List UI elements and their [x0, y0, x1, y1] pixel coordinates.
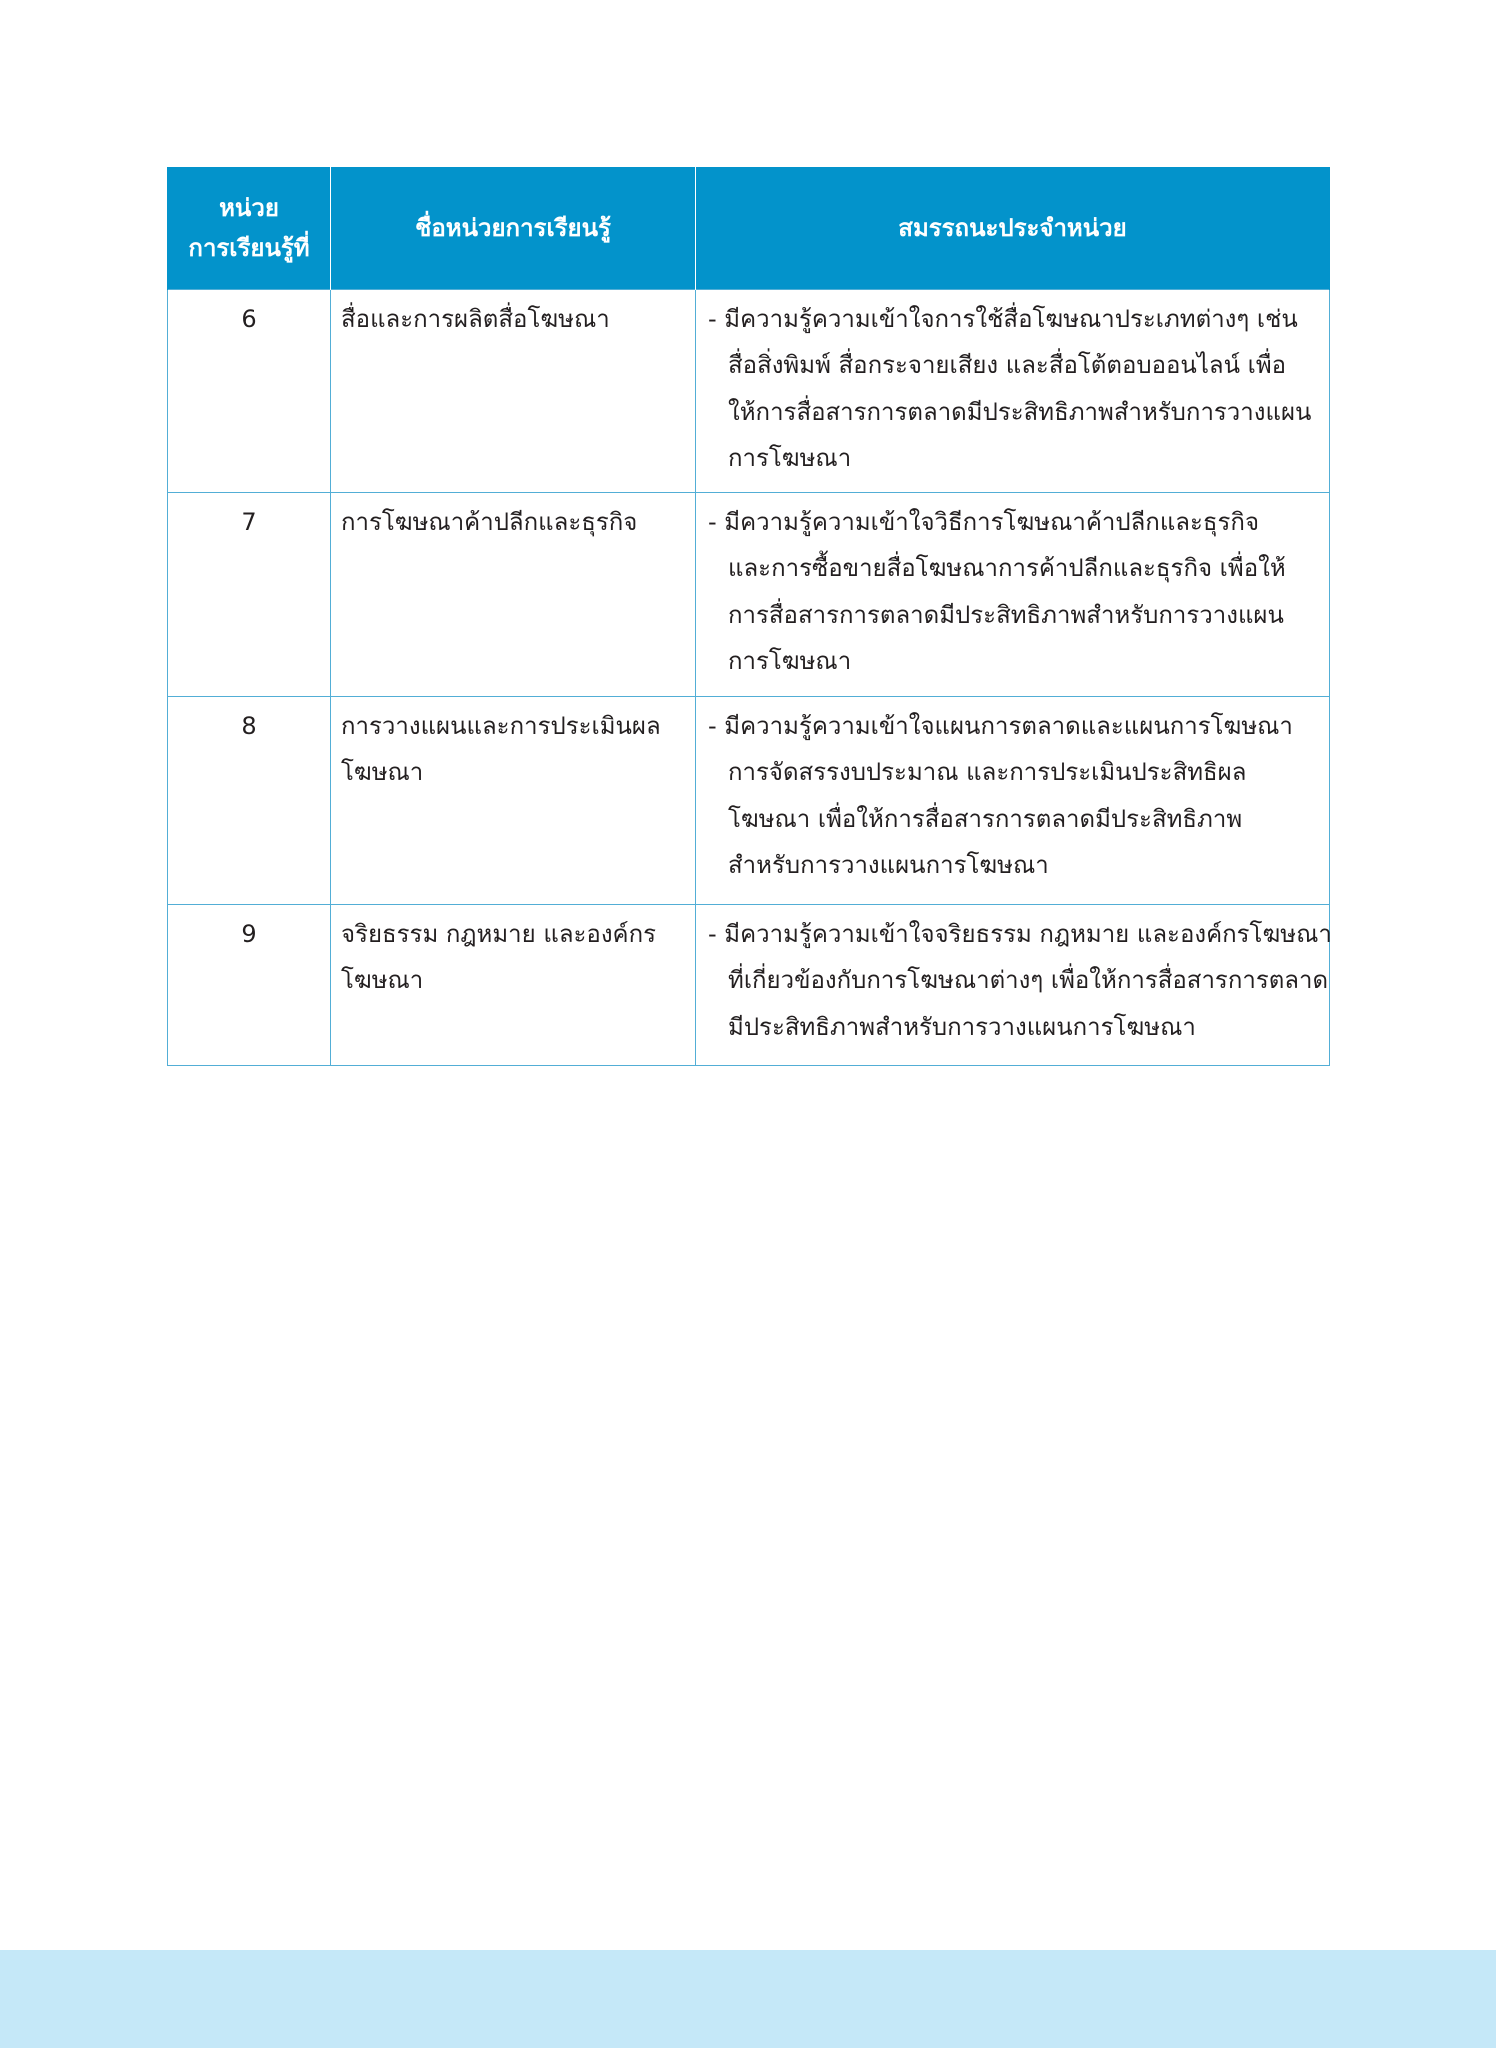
- unit-name-line: สื่อและการผลิตสื่อโฆษณา: [341, 304, 610, 333]
- unit-name-line: โฆษณา: [341, 758, 424, 786]
- unit-name-cell: [331, 492, 696, 696]
- table-header-row: [168, 167, 1330, 289]
- table-row: [168, 492, 1330, 696]
- unit-name-line: จริยธรรม กฎหมาย และองค์กร: [341, 919, 657, 948]
- unit-number-cell: 8: [168, 696, 331, 904]
- header-unit-number-line2: การเรียนรู้ที่: [188, 233, 310, 262]
- table-row: [168, 289, 1330, 492]
- learning-units-table: [167, 167, 1330, 1066]
- unit-name-cell: [331, 904, 696, 1065]
- competency-line: การโฆษณา: [728, 647, 852, 675]
- competency-line: - มีความรู้ความเข้าใจการใช้สื่อโฆษณาประเภทต่างๆ เช่น: [708, 304, 1298, 333]
- table-row: [168, 904, 1330, 1065]
- competency-line: มีประสิทธิภาพสำหรับการวางแผนการโฆษณา: [728, 1012, 1196, 1041]
- competency-line: การจัดสรรงบประมาณ และการประเมินประสิทธิผล: [728, 758, 1247, 786]
- competency-cell: [696, 696, 1330, 904]
- competency-line: และการซื้อขายสื่อโฆษณาการค้าปลีกและธุรกิจ เพื่อให้: [728, 554, 1286, 582]
- competency-cell: [696, 904, 1330, 1065]
- competency-line: สำหรับการวางแผนการโฆษณา: [728, 851, 1049, 879]
- competency-line: - มีความรู้ความเข้าใจแผนการตลาดและแผนการโฆษณา: [708, 711, 1293, 740]
- header-unit-number: [168, 167, 331, 289]
- competency-cell: [696, 289, 1330, 492]
- footer-band: [0, 1950, 1496, 2048]
- header-unit-number-line1: หน่วย: [219, 193, 279, 222]
- competency-line: สื่อสิ่งพิมพ์ สื่อกระจายเสียง และสื่อโต้ตอบออนไลน์ เพื่อ: [728, 351, 1287, 379]
- competency-line: การสื่อสารการตลาดมีประสิทธิภาพสำหรับการวางแผน: [728, 600, 1284, 629]
- competency-line: โฆษณา เพื่อให้การสื่อสารการตลาดมีประสิทธิภาพ: [728, 804, 1243, 833]
- unit-name-cell: [331, 289, 696, 492]
- unit-name-line: การวางแผนและการประเมินผล: [341, 711, 661, 740]
- unit-name-line: การโฆษณาค้าปลีกและธุรกิจ: [341, 507, 638, 536]
- header-competency: สมรรถนะประจำหน่วย: [696, 167, 1330, 289]
- header-unit-name: ชื่อหน่วยการเรียนรู้: [331, 167, 696, 289]
- competency-line: การโฆษณา: [728, 444, 852, 472]
- unit-number-cell: 9: [168, 904, 331, 1065]
- competency-cell: [696, 492, 1330, 696]
- competency-line: - มีความรู้ความเข้าใจวิธีการโฆษณาค้าปลีกและธุรกิจ: [708, 507, 1260, 536]
- table-body: [168, 289, 1330, 1065]
- competency-line: ที่เกี่ยวข้องกับการโฆษณาต่างๆ เพื่อให้การสื่อสารการตลาด: [728, 966, 1329, 994]
- unit-name-line: โฆษณา: [341, 966, 424, 994]
- table-row: [168, 696, 1330, 904]
- competency-line: - มีความรู้ความเข้าใจจริยธรรม กฎหมาย และองค์กรโฆษณา: [708, 919, 1332, 948]
- competency-line: ให้การสื่อสารการตลาดมีประสิทธิภาพสำหรับการวางแผน: [728, 397, 1312, 426]
- unit-number-cell: 6: [168, 289, 331, 492]
- unit-number-cell: 7: [168, 492, 331, 696]
- unit-name-cell: [331, 696, 696, 904]
